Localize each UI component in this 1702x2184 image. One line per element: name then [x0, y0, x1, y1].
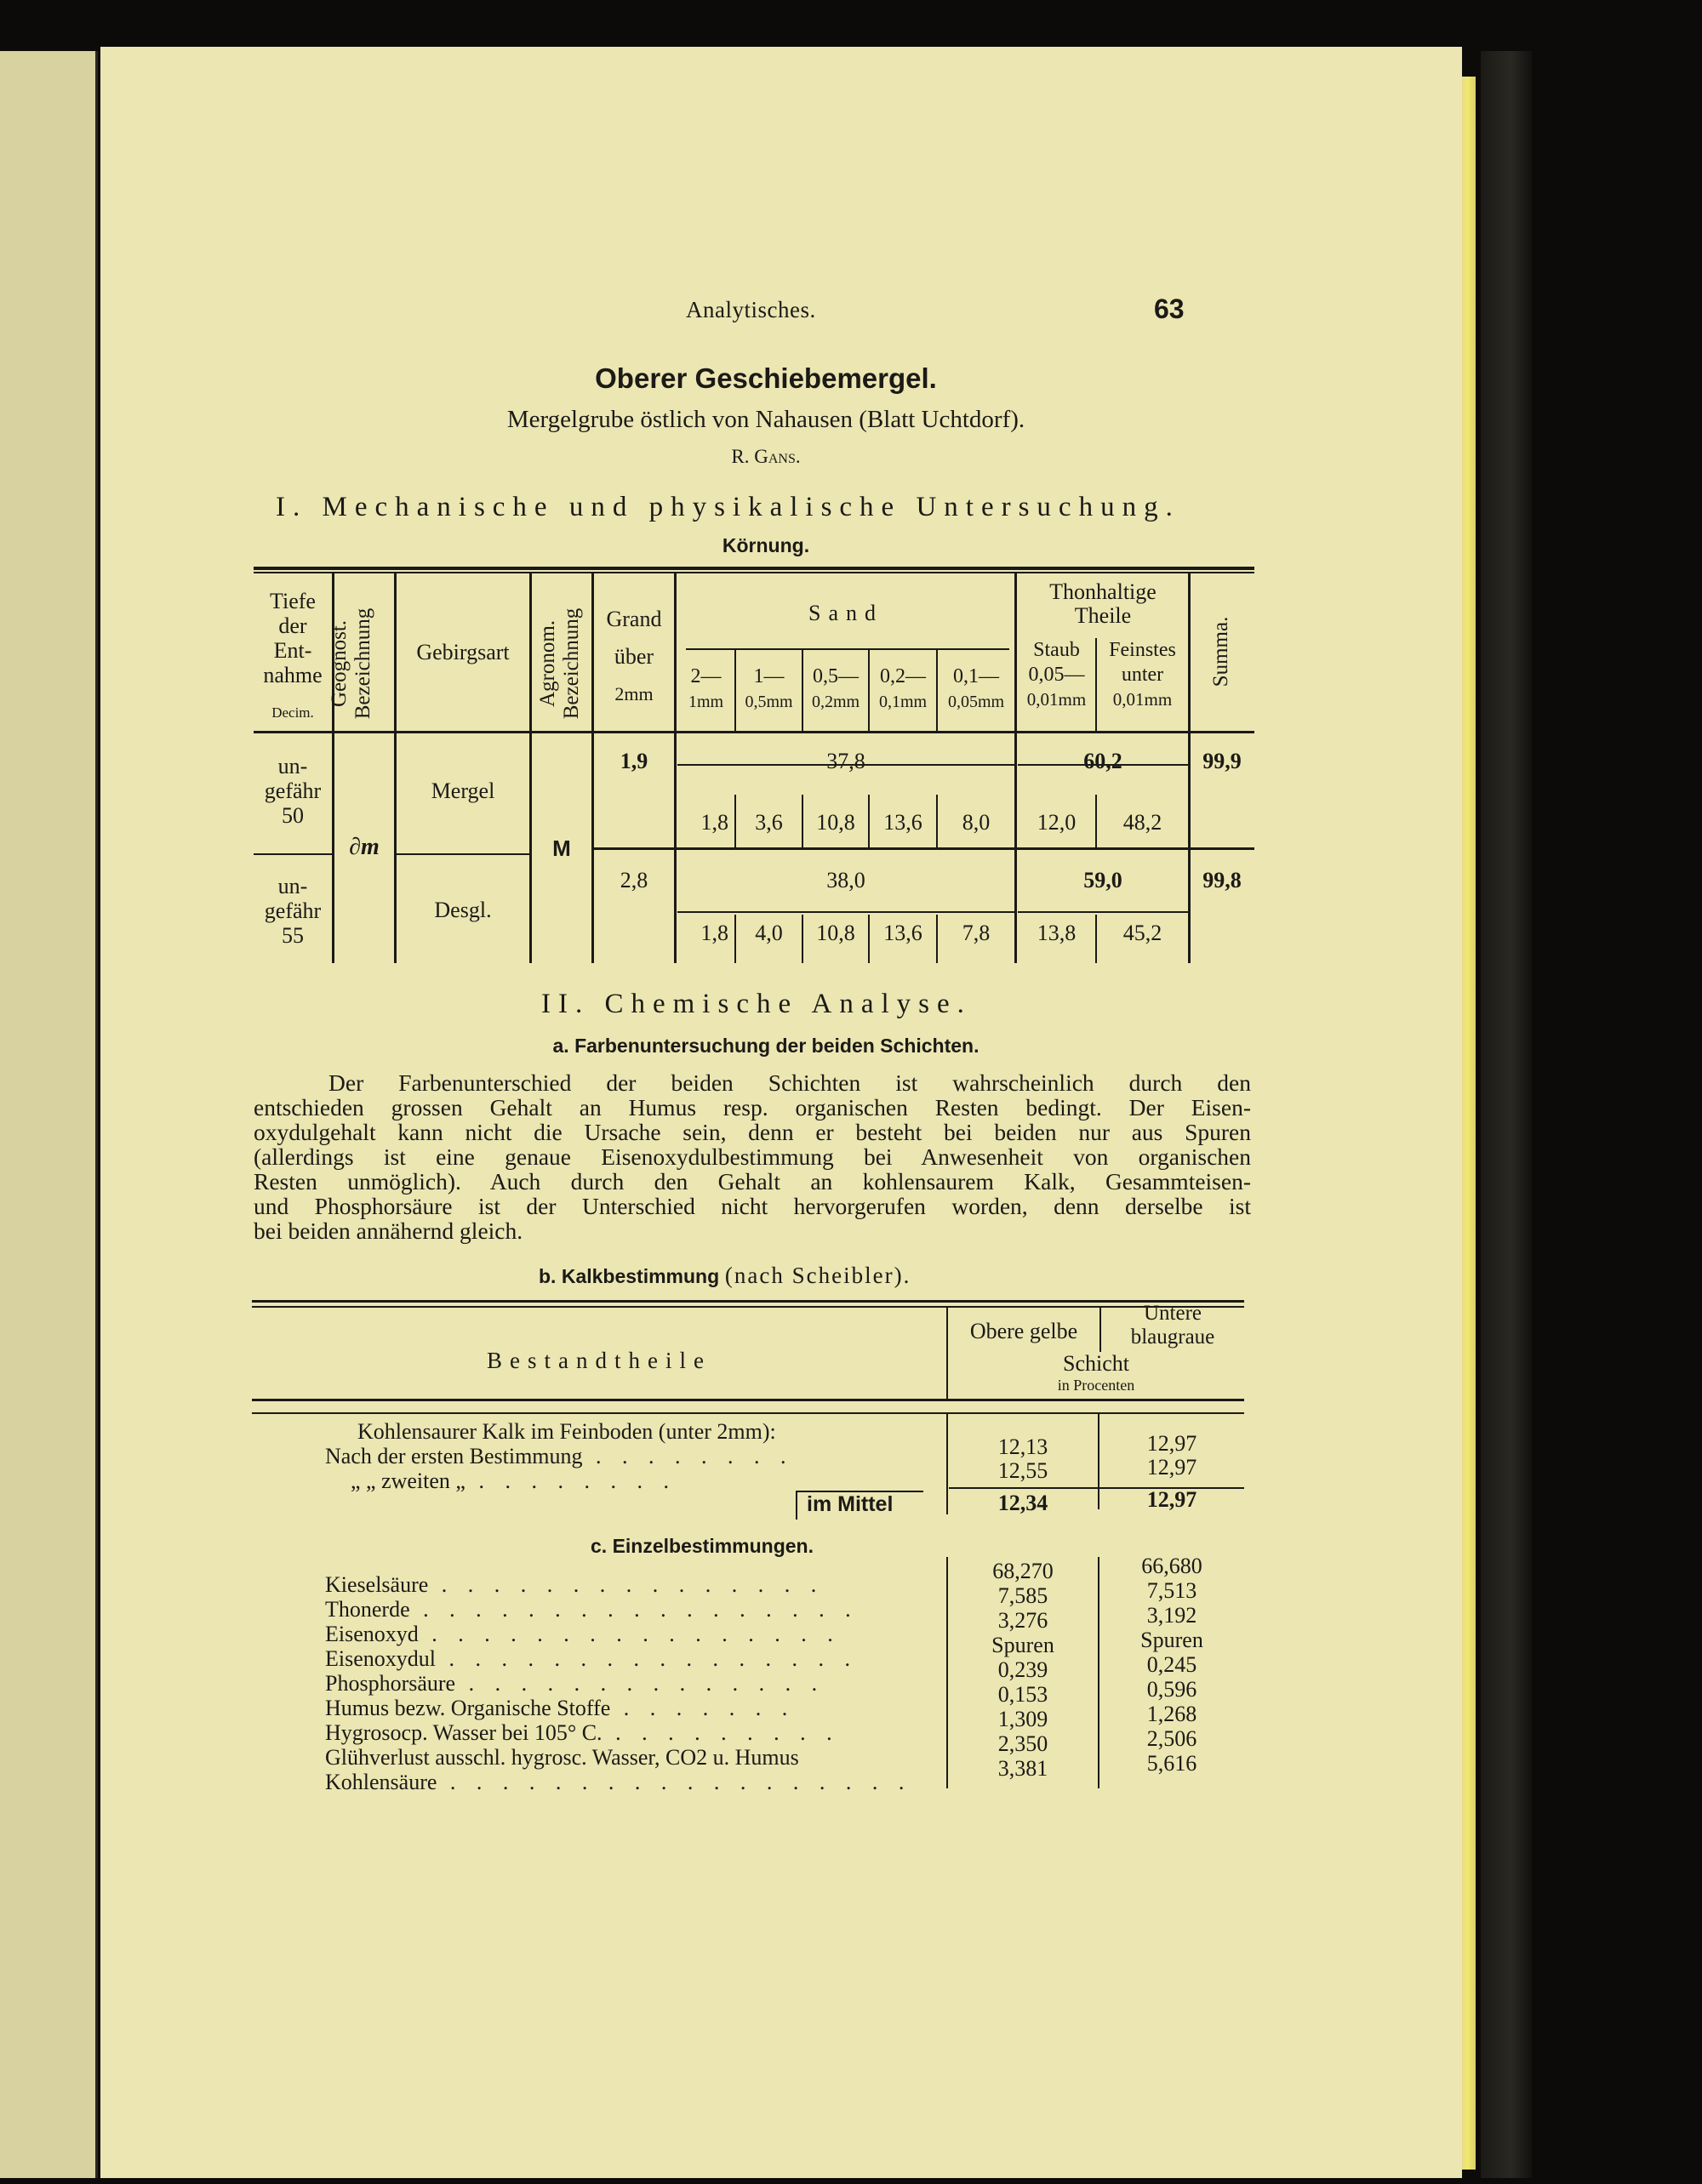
header-sand-col1-b: 1mm	[688, 693, 724, 711]
paragraph-line-7: bei beiden annähernd gleich.	[254, 1217, 523, 1244]
row2-tiefe-2: gefähr	[264, 898, 322, 923]
kalk-line-1: Kohlensaurer Kalk im Feinboden (unter 2mm):	[357, 1419, 776, 1444]
paragraph-line-2: entschieden grossen Gehalt an Humus resp. organischen Resten bedingt. Der Eisen-	[254, 1094, 1251, 1121]
kalk-obere-1: 12,13	[997, 1434, 1048, 1459]
subtitle: Mergelgrube östlich von Nahausen (Blatt Uchtdorf).	[506, 406, 1025, 433]
header-feinstes-1: Feinstes	[1109, 639, 1176, 661]
einzel-obere: 0,239	[997, 1657, 1048, 1682]
paragraph-line-4: (allerdings ist eine genaue Eisenoxydulbestimmung bei Anwesenheit von organischen	[254, 1143, 1251, 1170]
header-agronom-2: Bezeichnung	[560, 607, 583, 720]
row2-sand-5: 7,8	[962, 921, 991, 945]
col-untere-1: Untere	[1143, 1302, 1202, 1325]
einzel-row: Hygrosocp. Wasser bei 105° C. . . . . . . . . .	[325, 1720, 840, 1745]
header-tiefe-1: Tiefe	[270, 589, 316, 613]
row1-feinstes: 48,2	[1122, 810, 1162, 835]
einzel-untere: 0,245	[1146, 1652, 1197, 1677]
geognost-value: ∂m	[349, 834, 380, 860]
header-gebirgsart: Gebirgsart	[416, 640, 510, 664]
mittel-label: im Mittel	[807, 1492, 894, 1516]
einzel-name: Phosphorsäure	[325, 1671, 456, 1696]
einzel-obere: 2,350	[997, 1731, 1048, 1756]
header-sand-col2-b: 0,5mm	[745, 693, 793, 711]
row2-feinstes: 45,2	[1122, 921, 1162, 945]
running-title: Analytisches.	[686, 297, 816, 322]
header-sand-col5-b: 0,05mm	[947, 693, 1005, 711]
row1-sand-2: 3,6	[755, 810, 783, 835]
header-feinstes-3: 0,01mm	[1112, 689, 1173, 710]
kalk-line-3-label: „ „ zweiten „	[351, 1468, 465, 1493]
row1-tiefe-3: 50	[282, 803, 304, 828]
author: R. Gans.	[731, 446, 801, 467]
row2-sand-1: 1,8	[700, 921, 728, 945]
col-obere: Obere gelbe	[969, 1319, 1078, 1343]
row2-tiefe-1: un-	[277, 874, 308, 898]
col-untere-2: blaugraue	[1130, 1326, 1215, 1349]
header-thonhaltige-1: Thonhaltige	[1049, 579, 1157, 604]
einzel-obere: 0,153	[997, 1682, 1048, 1707]
header-grand-2: über	[614, 644, 654, 669]
header-staub-2: 0,05—	[1028, 664, 1085, 686]
header-geognost-2: Bezeichnung	[351, 607, 374, 720]
einzel-row: Kieselsäure . . . . . . . . . . . . . . .	[325, 1572, 825, 1597]
header-feinstes-2: unter	[1121, 664, 1164, 686]
header-staub-1: Staub	[1033, 639, 1080, 661]
row2-thon-total: 59,0	[1083, 868, 1122, 892]
row1-sand-total: 37,8	[826, 749, 865, 773]
einzel-name: Humus bezw. Organische Stoffe	[325, 1696, 611, 1720]
mittel-untere: 12,97	[1146, 1487, 1197, 1512]
page-block-edge	[1462, 77, 1476, 2170]
subsection-a-heading: a. Farbenuntersuchung der beiden Schichten.	[552, 1035, 980, 1057]
einzel-name: Thonerde	[325, 1597, 410, 1622]
header-tiefe-2: der	[278, 613, 307, 638]
row2-gebirgsart: Desgl.	[434, 898, 492, 922]
kalk-untere-2: 12,97	[1146, 1455, 1197, 1480]
row2-sand-2: 4,0	[755, 921, 783, 945]
paragraph-line-1: Der Farbenunterschied der beiden Schichten ist wahrscheinlich durch den	[328, 1069, 1251, 1096]
einzel-row: Eisenoxyd . . . . . . . . . . . . . . . .	[325, 1622, 841, 1646]
row2-sand-total: 38,0	[826, 868, 865, 892]
paragraph-line-6: und Phosphorsäure ist der Unterschied nicht hervorgerufen worden, denn derselbe ist	[254, 1193, 1251, 1219]
col-bestandtheile: Bestandtheile	[487, 1348, 711, 1373]
row2-sand-3: 10,8	[816, 921, 855, 945]
einzel-untere: 3,192	[1146, 1603, 1197, 1628]
facing-page-edge	[0, 51, 98, 2178]
einzel-untere: Spuren	[1140, 1628, 1203, 1652]
einzel-obere: 3,381	[997, 1756, 1048, 1781]
header-agronom-1: Agronom.	[536, 619, 559, 708]
subsection-b-bold: b. Kalkbestimmung	[539, 1265, 720, 1287]
header-staub-3: 0,01mm	[1026, 689, 1087, 710]
kalk-untere-1: 12,97	[1146, 1431, 1197, 1456]
header-sand-col3-b: 0,2mm	[811, 693, 860, 711]
paragraph-line-3: oxydulgehalt kann nicht die Ursache sein, denn er besteht bei beiden nur aus Spuren	[254, 1119, 1251, 1145]
einzel-row	[325, 1745, 799, 1771]
book-spine	[1481, 51, 1532, 2178]
row2-sand-4: 13,6	[883, 921, 922, 945]
kalk-line-2: Nach der ersten Bestimmung . . . . . . . .	[325, 1444, 794, 1468]
kalk-line-2-label: Nach der ersten Bestimmung	[325, 1444, 583, 1468]
agronom-value: M	[552, 835, 571, 861]
header-sand-col3-a: 0,5—	[813, 665, 859, 687]
subsection-b-rest: (nach Scheibler).	[724, 1263, 911, 1288]
header-geognost-1: Geognost.	[328, 619, 351, 708]
einzel-row: Phosphorsäure . . . . . . . . . . . . . .	[325, 1671, 825, 1696]
row2-summa: 99,8	[1202, 868, 1242, 892]
procenten-label: in Procenten	[1057, 1377, 1135, 1394]
einzel-untere: 0,596	[1146, 1677, 1197, 1702]
header-agronom	[536, 587, 584, 740]
kalk-obere-2: 12,55	[997, 1458, 1048, 1483]
row1-sand-1: 1,8	[700, 810, 728, 835]
einzel-untere: 5,616	[1146, 1751, 1197, 1776]
header-sand-col4-b: 0,1mm	[878, 693, 928, 711]
schicht-label: Schicht	[1063, 1351, 1129, 1376]
header-sand: Sand	[808, 601, 883, 625]
section1-subheading: Körnung.	[722, 534, 810, 556]
row1-tiefe-2: gefähr	[264, 778, 322, 803]
subsection-b-heading	[539, 1263, 911, 1289]
row1-sand-3: 10,8	[816, 810, 855, 835]
header-summa: Summa.	[1209, 616, 1232, 687]
einzel-row: Eisenoxydul . . . . . . . . . . . . . . . .	[325, 1646, 858, 1671]
row1-sand-4: 13,6	[883, 810, 922, 835]
kalk-line-3: „ „ zweiten „ . . . . . . . .	[351, 1468, 677, 1493]
row1-staub: 12,0	[1037, 810, 1077, 835]
farben-paragraph	[254, 1070, 1251, 1243]
row2-tiefe-3: 55	[282, 923, 304, 948]
einzel-name: Kieselsäure	[325, 1572, 429, 1597]
row1-grand: 1,9	[620, 749, 648, 773]
header-grand-1: Grand	[606, 607, 662, 631]
section1-heading: I. Mechanische und physikalische Untersuchung.	[276, 492, 1180, 522]
row2-grand: 2,8	[620, 868, 648, 892]
mittel-obere: 12,34	[997, 1491, 1048, 1515]
row1-tiefe-1: un-	[277, 754, 308, 778]
einzel-untere: 2,506	[1146, 1726, 1197, 1751]
einzel-obere: 7,585	[997, 1583, 1048, 1608]
einzel-name: Kohlensäure	[325, 1770, 437, 1794]
einzel-row: Kohlensäure . . . . . . . . . . . . . . . . . .	[325, 1770, 912, 1794]
header-sand-col1-a: 2—	[690, 665, 722, 687]
einzel-name: Hygrosocp. Wasser bei 105° C.	[325, 1720, 603, 1745]
einzel-obere: Spuren	[991, 1633, 1054, 1657]
row1-summa: 99,9	[1202, 749, 1242, 773]
header-tiefe-4: nahme	[263, 663, 323, 687]
row2-staub: 13,8	[1037, 921, 1077, 945]
section2-heading: II. Chemische Analyse.	[541, 989, 972, 1019]
einzel-row: Humus bezw. Organische Stoffe . . . . . . .	[325, 1696, 796, 1720]
einzel-obere: 68,270	[992, 1559, 1054, 1583]
row1-sand-5: 8,0	[962, 810, 991, 835]
einzel-obere: 1,309	[997, 1707, 1048, 1731]
header-grand-3: 2mm	[614, 683, 654, 704]
row1-thon-total: 60,2	[1083, 749, 1122, 773]
header-sand-col4-a: 0,2—	[880, 665, 926, 687]
page-number: 63	[1154, 294, 1185, 324]
header-geognost	[328, 587, 375, 740]
einzel-untere: 7,513	[1146, 1578, 1197, 1603]
header-thonhaltige-2: Theile	[1074, 603, 1132, 628]
header-sand-col5-a: 0,1—	[953, 665, 999, 687]
einzel-name: Eisenoxydul	[325, 1646, 436, 1671]
subsection-c-heading: c. Einzelbestimmungen.	[591, 1535, 814, 1557]
einzel-name: Eisenoxyd	[325, 1622, 419, 1646]
einzel-obere: 3,276	[997, 1608, 1048, 1633]
page-title: Oberer Geschiebemergel.	[595, 362, 937, 394]
einzel-name: Glühverlust ausschl. hygrosc. Wasser, CO2 u. Humus	[325, 1745, 799, 1770]
header-tiefe-unit: Decim.	[271, 704, 314, 721]
einzel-row: Thonerde . . . . . . . . . . . . . . . . .	[325, 1597, 859, 1622]
row1-gebirgsart: Mergel	[431, 778, 495, 803]
header-tiefe-3: Ent-	[273, 638, 312, 663]
paragraph-line-5: Resten unmöglich). Auch durch den Gehalt an kohlensaurem Kalk, Gesammteisen-	[254, 1168, 1251, 1195]
header-sand-col2-a: 1—	[753, 665, 785, 687]
einzel-untere: 66,680	[1141, 1554, 1202, 1578]
einzel-untere: 1,268	[1146, 1702, 1197, 1726]
